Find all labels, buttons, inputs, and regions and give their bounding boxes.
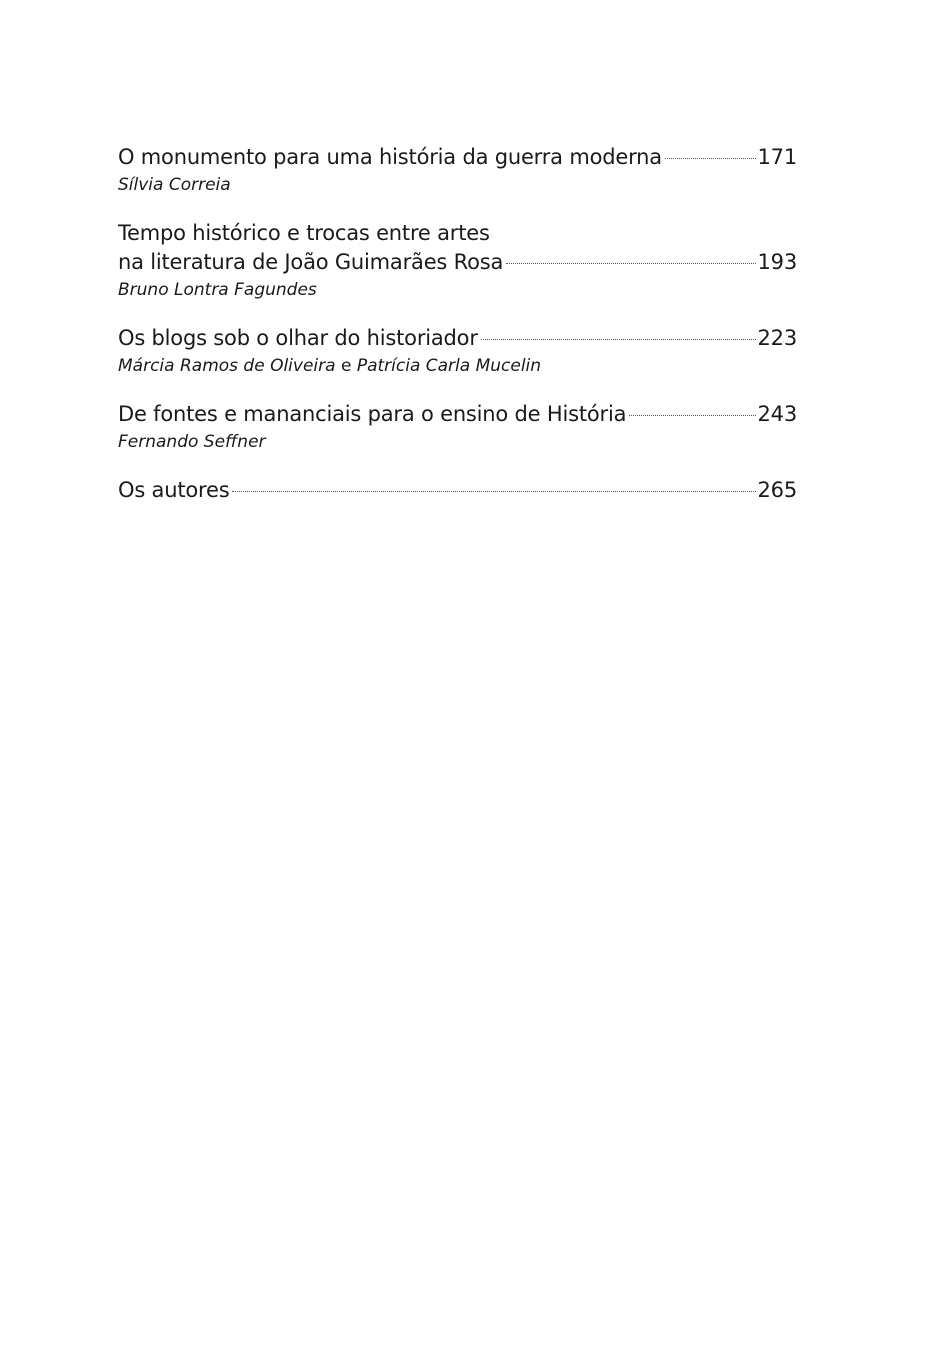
toc-entry-author: Bruno Lontra Fagundes	[118, 280, 317, 300]
table-of-contents	[118, 143, 797, 528]
toc-entry-title-first-line: Tempo histórico e trocas entre artes	[118, 221, 490, 245]
toc-title-line	[118, 476, 797, 505]
toc-page-number: 223	[757, 326, 797, 350]
toc-page-number: 171	[757, 145, 797, 169]
toc-entry-title: na literatura de João Guimarães Rosa	[118, 250, 504, 274]
toc-entry-title: Os blogs sob o olhar do historiador	[118, 326, 478, 350]
dot-leader	[629, 414, 755, 416]
toc-page-number: 243	[757, 402, 797, 426]
toc-entry-title: De fontes e mananciais para o ensino de História	[118, 402, 627, 426]
toc-page-number: 265	[757, 478, 797, 502]
toc-entry-authors	[118, 355, 797, 377]
toc-entry-title: Os autores	[118, 478, 230, 502]
dot-leader	[481, 338, 756, 340]
toc-entry-author: Márcia Ramos de Oliveira	[118, 356, 336, 376]
dot-leader	[232, 490, 755, 492]
toc-entry	[118, 400, 797, 453]
toc-title-line	[118, 400, 797, 429]
toc-entry-author: Patrícia Carla Mucelin	[356, 356, 542, 376]
toc-entry-title: O monumento para uma história da guerra moderna	[118, 145, 662, 169]
toc-entry	[118, 324, 797, 377]
toc-entry-author: Fernando Seffner	[118, 432, 266, 452]
author-conjunction: e	[340, 356, 352, 376]
toc-entry-author: Sílvia Correia	[118, 175, 231, 195]
toc-title-line	[118, 143, 797, 172]
toc-page-number: 193	[757, 250, 797, 274]
toc-entry	[118, 219, 797, 301]
dot-leader	[506, 262, 755, 264]
toc-title-line	[118, 324, 797, 353]
toc-title-line	[118, 248, 797, 277]
toc-entry	[118, 476, 797, 505]
toc-entry	[118, 143, 797, 196]
dot-leader	[665, 157, 756, 159]
